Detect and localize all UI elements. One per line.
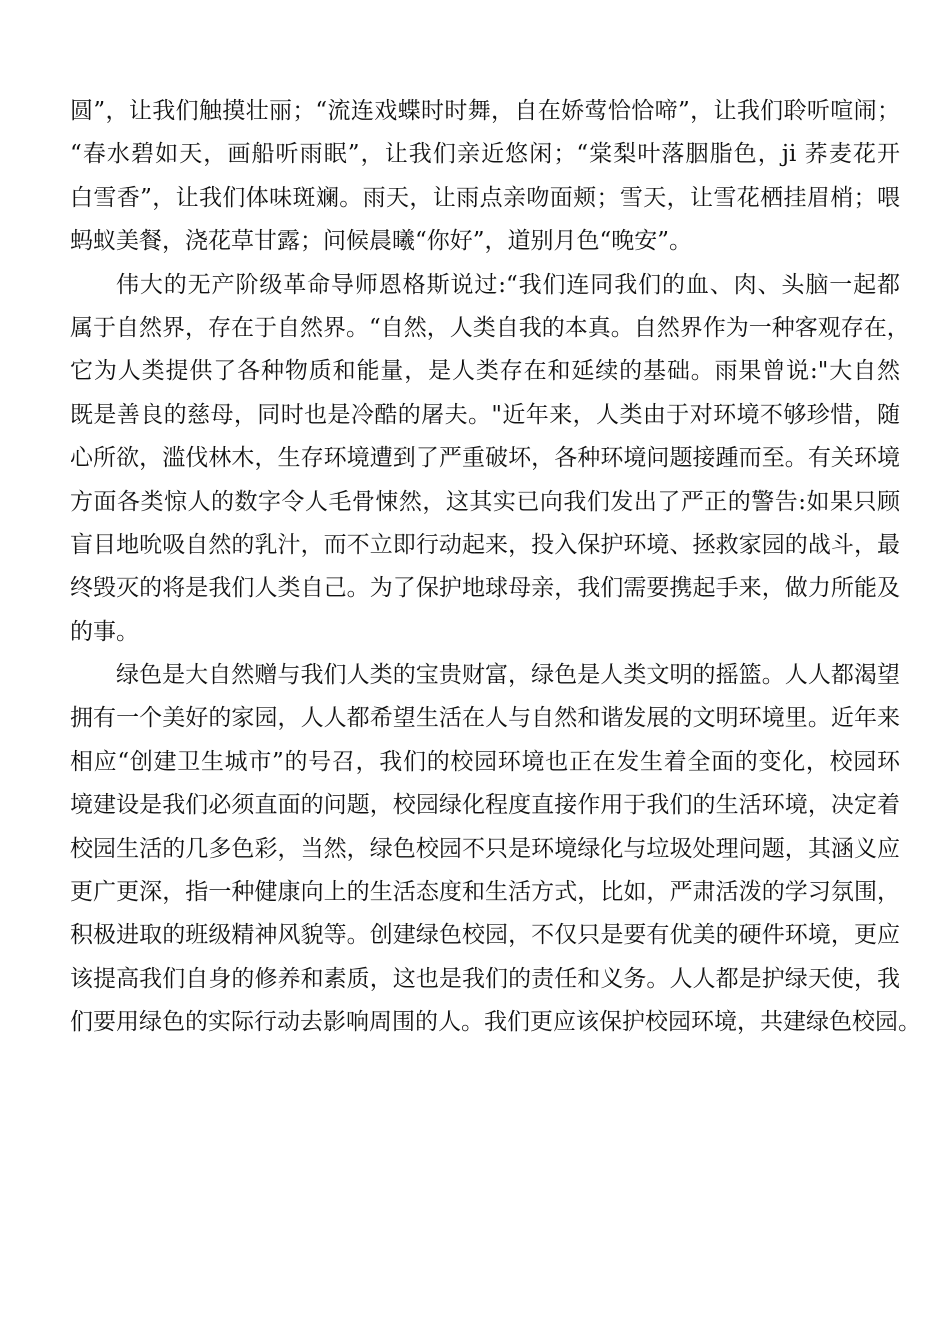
paragraph-line: 心所欲，滥伐林木，生存环境遭到了严重破坏，各种环境问题接踵而至。有关环境	[70, 445, 900, 472]
paragraph-line: 校园生活的几多色彩，当然，绿色校园不只是环境绿化与垃圾处理问题，其涵义应	[70, 835, 900, 862]
paragraph-line: 绿色是大自然赠与我们人类的宝贵财富，绿色是人类文明的摇篮。人人都渴望	[116, 662, 900, 689]
paragraph-line: “春水碧如天，画船听雨眠”，让我们亲近悠闲；“棠梨叶落胭脂色，ji 荞麦花开	[70, 141, 900, 168]
paragraph-2	[70, 264, 910, 655]
document-body	[70, 90, 921, 1045]
paragraph-line: 该提高我们自身的修养和素质，这也是我们的责任和义务。人人都是护绿天使，我	[70, 965, 900, 992]
paragraph-line: 蚂蚁美餐，浇花草甘露；问候晨曦“你好”，道别月色“晚安”。	[70, 228, 693, 255]
paragraph-line: 相应“创建卫生城市”的号召，我们的校园环境也正在发生着全面的变化，校园环	[70, 748, 900, 775]
paragraph-line: 伟大的无产阶级革命导师恩格斯说过:“我们连同我们的血、肉、头脑一起都	[116, 271, 900, 298]
paragraph-line: 终毁灭的将是我们人类自己。为了保护地球母亲，我们需要携起手来，做力所能及	[70, 575, 900, 602]
paragraph-line: 它为人类提供了各种物质和能量，是人类存在和延续的基础。雨果曾说:"大自然	[70, 358, 900, 385]
paragraph-line: 拥有一个美好的家园，人人都希望生活在人与自然和谐发展的文明环境里。近年来	[70, 705, 900, 732]
paragraph-line: 境建设是我们必须直面的问题，校园绿化程度直接作用于我们的生活环境，决定着	[70, 792, 900, 819]
paragraph-3	[70, 654, 921, 1045]
paragraph-line: 既是善良的慈母，同时也是冷酷的屠夫。"近年来，人类由于对环境不够珍惜，随	[70, 401, 900, 428]
paragraph-line: 属于自然界，存在于自然界。“自然，人类自我的本真。自然界作为一种客观存在，	[70, 314, 910, 341]
paragraph-1	[70, 90, 900, 264]
paragraph-line: 白雪香”，让我们体味斑斓。雨天，让雨点亲吻面颊；雪天，让雪花栖挂眉梢；喂	[70, 184, 900, 211]
paragraph-line: 更广更深，指一种健康向上的生活态度和生活方式，比如，严肃活泼的学习氛围，	[70, 879, 900, 906]
paragraph-line: 的事。	[70, 618, 139, 645]
paragraph-line: 积极进取的班级精神风貌等。创建绿色校园，不仅只是要有优美的硬件环境，更应	[70, 922, 900, 949]
paragraph-line: 方面各类惊人的数字令人毛骨悚然，这其实已向我们发出了严正的警告:如果只顾	[70, 488, 900, 515]
paragraph-line: 圆”，让我们触摸壮丽；“流连戏蝶时时舞，自在娇莺恰恰啼”，让我们聆听喧闹；	[70, 98, 900, 124]
paragraph-line: 们要用绿色的实际行动去影响周围的人。我们更应该保护校园环境，共建绿色校园。	[70, 1009, 921, 1036]
paragraph-line: 盲目地吮吸自然的乳汁，而不立即行动起来，投入保护环境、拯救家园的战斗，最	[70, 531, 900, 558]
